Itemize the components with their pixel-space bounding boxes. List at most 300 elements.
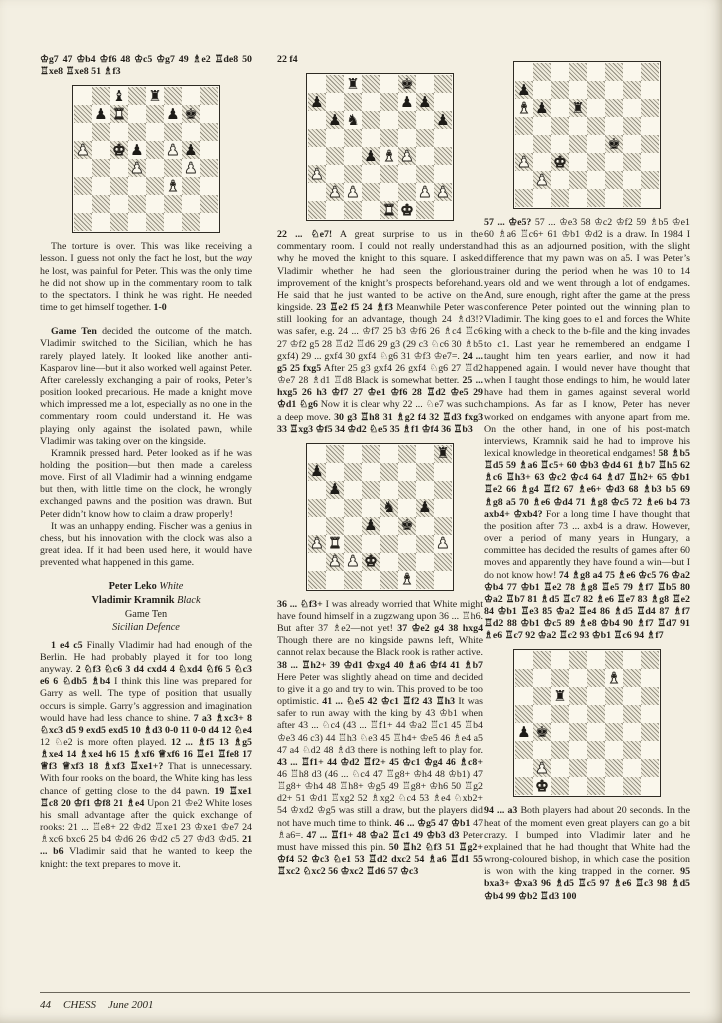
square-g8 [182,87,200,105]
square-e1 [380,201,398,219]
square-d1 [569,189,587,207]
square-g4 [623,135,641,153]
game-header [40,580,252,634]
square-b7 [92,105,110,123]
black-pawn-piece: ♟ [94,105,108,123]
square-f6 [605,99,623,117]
square-a2 [515,171,533,189]
square-g1 [182,213,200,231]
square-b6 [326,111,344,129]
game-header-line [40,621,252,635]
square-e8 [587,63,605,81]
square-f2 [398,183,416,201]
square-a8 [515,63,533,81]
square-g3 [416,165,434,183]
white-bishop-piece: ♝ [166,177,180,195]
white-king-piece: ♚ [364,552,378,571]
square-e4 [380,517,398,535]
square-e2 [380,553,398,571]
square-e1 [587,189,605,207]
square-h8 [200,87,218,105]
square-b2 [92,195,110,213]
square-h2 [641,759,659,777]
square-a4 [515,723,533,741]
square-d8 [362,445,380,463]
black-pawn-piece: ♟ [436,111,450,129]
square-c5 [344,129,362,147]
square-b2 [326,553,344,571]
square-b5 [533,705,551,723]
black-king-piece: ♚ [400,516,414,535]
square-e6 [380,111,398,129]
white-bishop-piece: ♝ [382,147,396,165]
square-c1 [551,189,569,207]
square-h7 [641,669,659,687]
square-b8 [533,63,551,81]
text-run: ♔g7 47 ♔b4 ♔f6 48 ♔c5 ♔g7 49 ♗e2 ♖de8 50 ♖xe8 ♖xe8 51 ♗f3 [40,54,252,78]
square-f1 [398,571,416,589]
square-a3 [515,741,533,759]
square-b7 [326,93,344,111]
square-h8 [641,651,659,669]
square-b5 [326,129,344,147]
square-g7 [416,93,434,111]
square-a7 [308,463,326,481]
square-d4 [569,723,587,741]
square-b5 [533,117,551,135]
text-run: 37 ♔e2 g4 38 hxg4 [397,623,484,635]
square-b1 [533,777,551,795]
square-e6 [146,123,164,141]
text-run: 22 f4 [277,54,298,65]
black-pawn-piece: ♟ [418,93,432,111]
square-h8 [641,63,659,81]
square-a1 [308,201,326,219]
text-run: 30 g3 ♖h8 31 ♗g2 f4 32 ♖d3 fxg3 33 ♖xg3 ♔f5 34 ♔d2 ♘e5 35 ♗f1 ♔f4 36 ♖b3 [277,411,484,435]
square-f1 [164,213,182,231]
white-bishop-piece: ♝ [607,669,621,687]
square-c2 [344,183,362,201]
square-f5 [164,141,182,159]
square-g1 [416,201,434,219]
square-a8 [308,445,326,463]
square-f8 [605,651,623,669]
square-e4 [146,159,164,177]
text-run: 58 ♗b5 ♖d5 59 ♗a6 ♖c5+ 60 ♔b3 ♔d4 61 ♗b7 ♖h5 62 ♗c6 ♖h3+ 63 ♔c2 ♔c4 64 ♗d7 ♖h2+ 65 ♔b1 ♖e2 66 ♗g4 ♖f2 67 ♗e6+ ♔d3 68 ♗b3 b5 69 ♗g8 a5 70 ♗e6 ♔d4 71 ♗g8 ♔c5 72 ♗e6 b4 73 axb4+ ♔xb4? [484,447,690,520]
square-g8 [416,75,434,93]
square-g6 [416,481,434,499]
square-a5 [515,705,533,723]
square-c7 [551,81,569,99]
square-f2 [398,553,416,571]
square-c3 [551,153,569,171]
square-g8 [416,445,434,463]
square-f8 [398,75,416,93]
square-a7 [74,105,92,123]
square-f4 [398,517,416,535]
black-pawn-piece: ♟ [166,105,180,123]
square-b4 [326,147,344,165]
square-d6 [362,111,380,129]
square-a1 [515,777,533,795]
square-h3 [641,153,659,171]
square-e2 [587,171,605,189]
square-a8 [74,87,92,105]
white-rook-piece: ♜ [328,534,342,553]
text-run: 95 bxa3+ ♔xa3 96 ♗d5 ♖c5 97 ♗e6 ♖c3 98 ♗d5 ♔b4 99 ♔b2 ♖d3 100 [484,866,690,902]
white-pawn-piece: ♟ [76,141,90,159]
square-h5 [434,499,452,517]
square-g7 [623,669,641,687]
square-f7 [398,93,416,111]
text-run: 21 ... b6 [40,834,252,858]
square-b8 [326,445,344,463]
white-pawn-piece: ♟ [310,165,324,183]
text-run: 2 ♘f3 ♘c6 3 d4 cxd4 4 ♘xd4 ♘f6 5 ♘c3 e6 6 ♘db5 ♗b4 [40,664,252,688]
black-knight-piece: ♞ [382,498,396,517]
square-c7 [110,105,128,123]
square-h3 [434,165,452,183]
square-h1 [434,201,452,219]
white-pawn-piece: ♟ [346,552,360,571]
square-c8 [551,63,569,81]
white-rook-piece: ♜ [382,201,396,219]
text-run: 94 ... a3 [484,805,518,817]
white-pawn-piece: ♟ [535,759,549,777]
square-g2 [623,759,641,777]
square-d5 [362,499,380,517]
square-e8 [587,651,605,669]
square-c5 [551,705,569,723]
square-f1 [398,201,416,219]
white-pawn-piece: ♟ [535,171,549,189]
square-f2 [164,195,182,213]
square-e8 [380,75,398,93]
white-pawn-piece: ♟ [166,141,180,159]
square-a3 [308,535,326,553]
black-pawn-piece: ♟ [328,111,342,129]
square-a5 [308,129,326,147]
square-a2 [308,183,326,201]
black-pawn-piece: ♟ [184,141,198,159]
white-pawn-piece: ♟ [346,183,360,201]
square-f2 [605,759,623,777]
text-run: Sicilian Defence [112,622,180,634]
square-b6 [326,481,344,499]
black-pawn-piece: ♟ [517,81,531,99]
square-c4 [344,517,362,535]
square-d4 [362,147,380,165]
square-h2 [434,553,452,571]
black-knight-piece: ♞ [346,111,360,129]
text-run: Vladimir Kramnik [91,594,178,606]
text-run: 50 ♖h2 ♘f3 51 ♖g2+ ♔f4 52 ♔c3 ♘e1 53 ♖d2 dxc2 54 ♗a6 ♖d1 55 ♖xc2 ♘xc2 56 ♔xc2 ♖d6 57 ♔c3 [277,841,483,878]
square-g3 [416,535,434,553]
square-g1 [623,777,641,795]
paragraph: Game Ten decided the outcome of the match. Vladimir switched to the Sicilian, which he has rarely played lately. It looked like another anti-Kasparov line—but it also worked well against Peter. After carelessly exchanging a pair of rooks, Peter’s position looked precarious. He made a knight move which impressed me a lot, especially as no one in the commentary room could understand it. He was playing only against the isolated pawn, while Vladimir was taking over on the kingside. [40,326,252,447]
square-f5 [605,117,623,135]
paragraph: 94 ... a3 Both players had about 20 seconds. In the heat of the moment even great players can go a bit crazy. I bumped into Vladimir later and he explained that he had thought that White had the wrong-coloured bishop, in which case the position is won with the king trapped in the corner. 95 bxa3+ ♔xa3 96 ♗d5 ♖c5 97 ♗e6 ♖c3 98 ♗d5 ♔b4 99 ♔b2 ♖d3 100 [484,805,690,902]
white-pawn-piece: ♟ [436,534,450,553]
square-h6 [200,123,218,141]
square-c2 [110,195,128,213]
square-a3 [308,165,326,183]
square-h8 [434,445,452,463]
square-f5 [398,499,416,517]
text-run: 46 ... ♔g5 47 ♔b1 [394,817,471,829]
square-g3 [623,153,641,171]
square-d5 [569,117,587,135]
square-e3 [380,535,398,553]
square-f4 [605,135,623,153]
square-c7 [344,463,362,481]
square-g7 [416,463,434,481]
text-run: 38 ... ♖h2+ 39 ♔d1 ♔xg4 40 ♗a6 ♔f4 41 ♗b7 [277,659,483,671]
text-run: way [236,253,252,265]
square-e2 [146,195,164,213]
square-b5 [326,499,344,517]
square-b3 [326,535,344,553]
square-c2 [551,171,569,189]
white-pawn-piece: ♟ [184,159,198,177]
square-h4 [200,159,218,177]
square-e5 [380,499,398,517]
square-e8 [146,87,164,105]
square-h7 [434,93,452,111]
square-c8 [344,445,362,463]
square-a4 [308,147,326,165]
square-e5 [587,117,605,135]
square-a2 [74,195,92,213]
square-c8 [551,651,569,669]
square-d5 [128,141,146,159]
square-h8 [434,75,452,93]
square-a5 [74,141,92,159]
white-rook-piece: ♜ [112,105,126,123]
square-a1 [308,571,326,589]
chess-board [74,87,218,231]
square-f8 [605,63,623,81]
square-d5 [569,705,587,723]
square-d1 [362,201,380,219]
square-g4 [182,159,200,177]
square-b7 [533,81,551,99]
square-b5 [92,141,110,159]
text-run: 23 ♖e2 f5 24 ♗f3 [316,302,393,314]
black-rook-piece: ♜ [148,87,162,105]
square-b6 [92,123,110,141]
square-g7 [623,81,641,99]
square-e2 [587,759,605,777]
square-b3 [326,165,344,183]
square-c7 [344,93,362,111]
text-run: Game Ten [51,326,97,338]
square-b2 [533,759,551,777]
square-f2 [605,171,623,189]
square-e1 [587,777,605,795]
square-a6 [308,111,326,129]
chess-diagram [306,443,454,591]
square-a8 [308,75,326,93]
square-a6 [308,481,326,499]
square-b8 [533,651,551,669]
text-run: 57 ... ♔e5? [484,217,532,228]
text-run: 43 ... ♖f1+ 44 ♔d2 ♖f2+ 45 ♔c1 ♔g4 46 ♗c8+ [277,756,483,768]
square-e4 [587,723,605,741]
square-c3 [551,741,569,759]
black-king-piece: ♚ [535,723,549,741]
white-pawn-piece: ♟ [436,183,450,201]
square-f3 [398,535,416,553]
square-d4 [362,517,380,535]
text-run: Peter Leko [108,581,160,593]
square-e3 [587,153,605,171]
square-a1 [74,213,92,231]
text-run: 74 ♗g8 a4 75 ♗e6 ♔c5 76 ♔a2 ♔b4 77 ♔b1 ♖e2 78 ♗g8 ♖e5 79 ♗f7 ♖b5 80 ♔a2 ♖b7 81 ♗d5 ♖c7 82 ♗e6 ♖e7 83 ♗g8 ♖e2 84 ♔b1 ♖e3 85 ♔a2 ♖e4 86 ♗d5 ♖d4 87 ♗f7 ♖d2 88 ♔b1 ♔c5 89 ♗e8 ♔b4 90 ♗f7 ♖d7 91 ♗e6 ♖c7 92 ♔a2 ♖c2 93 ♔b1 ♖c6 94 ♗f7 [484,569,690,642]
square-c8 [110,87,128,105]
square-c4 [110,159,128,177]
square-e5 [380,129,398,147]
square-b4 [92,159,110,177]
square-g5 [182,141,200,159]
square-a6 [74,123,92,141]
square-g4 [416,517,434,535]
square-h1 [200,213,218,231]
black-king-piece: ♚ [400,75,414,93]
black-pawn-piece: ♟ [364,147,378,165]
chess-diagram [72,85,220,233]
square-c4 [344,147,362,165]
square-h6 [434,111,452,129]
black-rook-piece: ♜ [571,99,585,117]
square-h5 [434,129,452,147]
black-rook-piece: ♜ [436,444,450,463]
square-c2 [551,759,569,777]
square-g1 [623,189,641,207]
square-a4 [308,517,326,535]
square-a7 [515,669,533,687]
square-b4 [533,135,551,153]
square-d1 [569,777,587,795]
square-e8 [380,445,398,463]
black-pawn-piece: ♟ [517,723,531,741]
square-e1 [146,213,164,231]
square-d8 [569,63,587,81]
chess-diagram [513,61,661,209]
square-e6 [380,481,398,499]
move-line [277,54,483,66]
black-pawn-piece: ♟ [310,93,324,111]
text-run: 7 a3 ♗xc3+ 8 ♘xc3 d5 9 exd5 exd5 10 ♗d3 0-0 11 0-0 d4 12 ♘e4 [40,712,252,736]
square-f3 [398,165,416,183]
square-h1 [641,777,659,795]
square-g5 [623,117,641,135]
square-c8 [344,75,362,93]
paragraph: 1 e4 c5 Finally Vladimir had had enough of the Berlin. He had probably played it for too long anyway. 2 ♘f3 ♘c6 3 d4 cxd4 4 ♘xd4 ♘f6 5 ♘c3 e6 6 ♘db5 ♗b4 I think this line was prepared for Garry as well. The type of position that usually occurs is simple. Garry’s aggression and imagination would have had less chance to shine. 7 a3 ♗xc3+ 8 ♘xc3 d5 9 exd5 exd5 10 ♗d3 0-0 11 0-0 d4 12 ♘e4 12 ♘e2 is more often played. 12 ... ♗f5 13 ♗g5 ♗xe4 14 ♗xe4 h6 15 ♗xf6 ♕xf6 16 ♖e1 ♖fe8 17 ♕f3 ♕xf3 18 ♗xf3 ♖xe1+? That is unnecessary. With four rooks on the board, the White king has less chance of getting close to the d4 pawn. 19 ♖xe1 ♖c8 20 ♔f1 ♔f8 21 ♗e4 Upon 21 ♔e2 White loses his small advantage after the quick exchange of rooks: 21 ... ♖e8+ 22 ♔d2 ♖xe1 23 ♔xe1 ♔e7 24 ♗xc6 bxc6 25 b4 ♔d6 26 ♔d2 c5 27 ♔d3 ♔d5. 21 ... b6 Vladimir said that he wanted to keep the knight: the text prepares to move it. [40,639,252,870]
square-a1 [515,189,533,207]
text-run: 1-0 [153,302,167,314]
text-run: 25 ... hxg5 26 h3 ♔f7 27 ♔e1 ♔f6 28 ♖d2 ♔e5 29 ♔d1 ♘g6 [277,375,484,411]
square-b4 [533,723,551,741]
square-h5 [641,705,659,723]
square-a2 [308,553,326,571]
black-pawn-piece: ♟ [310,462,324,481]
square-d7 [569,81,587,99]
square-b3 [92,177,110,195]
white-pawn-piece: ♟ [328,183,342,201]
black-pawn-piece: ♟ [130,141,144,159]
square-g6 [623,99,641,117]
square-c3 [344,165,362,183]
black-rook-piece: ♜ [553,687,567,705]
chess-board [515,651,659,795]
black-pawn-piece: ♟ [400,93,414,111]
white-pawn-piece: ♟ [517,153,531,171]
square-g2 [182,195,200,213]
black-pawn-piece: ♟ [535,99,549,117]
square-d1 [128,213,146,231]
board-frame [513,649,661,797]
paragraph: The torture is over. This was like receiving a lesson. I guess not only the fact he lost, but the way he lost, was painful for Peter. This was the only time he did not show up in the commentary room to talk to the spectators. I think he was right. He needed time to get himself together. 1-0 [40,241,252,314]
square-h7 [641,81,659,99]
square-g6 [623,687,641,705]
black-rook-piece: ♜ [346,75,360,93]
square-h6 [641,99,659,117]
square-a6 [515,99,533,117]
square-b3 [533,741,551,759]
square-b1 [533,189,551,207]
square-e5 [587,705,605,723]
magazine-title: CHESS [63,999,96,1011]
text-run: 47 ... ♖f1+ 48 ♔a2 ♖c1 49 ♔b3 d3 [306,829,460,841]
square-a4 [74,159,92,177]
square-d6 [128,123,146,141]
issue-date: June 2001 [108,999,154,1011]
square-g6 [182,123,200,141]
square-e5 [146,141,164,159]
square-c6 [551,687,569,705]
white-pawn-piece: ♟ [130,159,144,177]
board-frame [72,85,220,233]
square-f7 [164,105,182,123]
square-h2 [200,195,218,213]
square-h1 [641,189,659,207]
text-run: 36 ... ♘f3+ [277,598,323,610]
square-c5 [344,499,362,517]
text-run: Black [177,594,201,606]
square-d2 [362,553,380,571]
square-h2 [641,171,659,189]
square-b8 [326,75,344,93]
square-d7 [362,93,380,111]
square-g4 [623,723,641,741]
page-footer [40,992,690,1011]
square-d3 [569,741,587,759]
square-c6 [551,99,569,117]
square-c6 [344,111,362,129]
square-d3 [569,153,587,171]
square-b2 [326,183,344,201]
square-d1 [362,571,380,589]
black-pawn-piece: ♟ [328,480,342,499]
square-f7 [398,463,416,481]
square-f5 [605,705,623,723]
square-d2 [569,759,587,777]
square-b1 [92,213,110,231]
square-b8 [92,87,110,105]
text-run: 12 ... ♗f5 13 ♗g5 ♗xe4 14 ♗xe4 h6 15 ♗xf6 ♕xf6 16 ♖e1 ♖fe8 17 ♕f3 ♕xf3 18 ♗xf3 ♖xe1+? [40,737,252,773]
text-run: 22 ... ♘e7! [277,229,333,241]
